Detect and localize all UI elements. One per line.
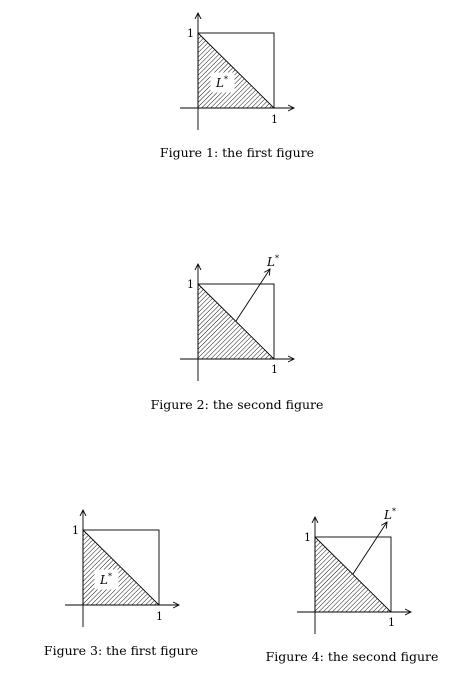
x-tick-label: 1 bbox=[156, 610, 163, 623]
label-l-star: L* bbox=[216, 75, 228, 90]
x-tick-label: 1 bbox=[271, 363, 278, 376]
figure-1 bbox=[170, 8, 310, 133]
label-pointer-arrow bbox=[236, 269, 270, 321]
hatched-triangle bbox=[198, 33, 274, 108]
y-tick-label: 1 bbox=[187, 27, 194, 40]
y-tick-label: 1 bbox=[304, 531, 311, 544]
label-l-star: L* bbox=[384, 507, 396, 522]
label-l-star: L* bbox=[267, 254, 279, 269]
hatched-triangle bbox=[315, 537, 391, 612]
figure-1-caption: Figure 1: the first figure bbox=[159, 145, 315, 160]
hatched-triangle bbox=[83, 530, 159, 605]
y-tick-label: 1 bbox=[187, 278, 194, 291]
figure-3-diagram bbox=[55, 505, 195, 630]
figure-4-caption: Figure 4: the second figure bbox=[265, 649, 439, 664]
figure-1-diagram bbox=[170, 8, 310, 133]
x-tick-label: 1 bbox=[271, 113, 278, 126]
y-tick-label: 1 bbox=[72, 524, 79, 537]
figure-4 bbox=[287, 503, 427, 638]
figure-3-caption: Figure 3: the first figure bbox=[43, 643, 199, 658]
hatched-triangle bbox=[198, 284, 274, 359]
label-l-star: L* bbox=[100, 572, 112, 587]
figure-2 bbox=[170, 250, 310, 385]
figure-2-diagram bbox=[170, 250, 310, 385]
label-pointer-arrow bbox=[353, 522, 387, 574]
figure-4-diagram bbox=[287, 503, 427, 638]
figure-2-caption: Figure 2: the second figure bbox=[150, 397, 324, 412]
figure-3 bbox=[55, 505, 195, 630]
x-tick-label: 1 bbox=[388, 616, 395, 629]
